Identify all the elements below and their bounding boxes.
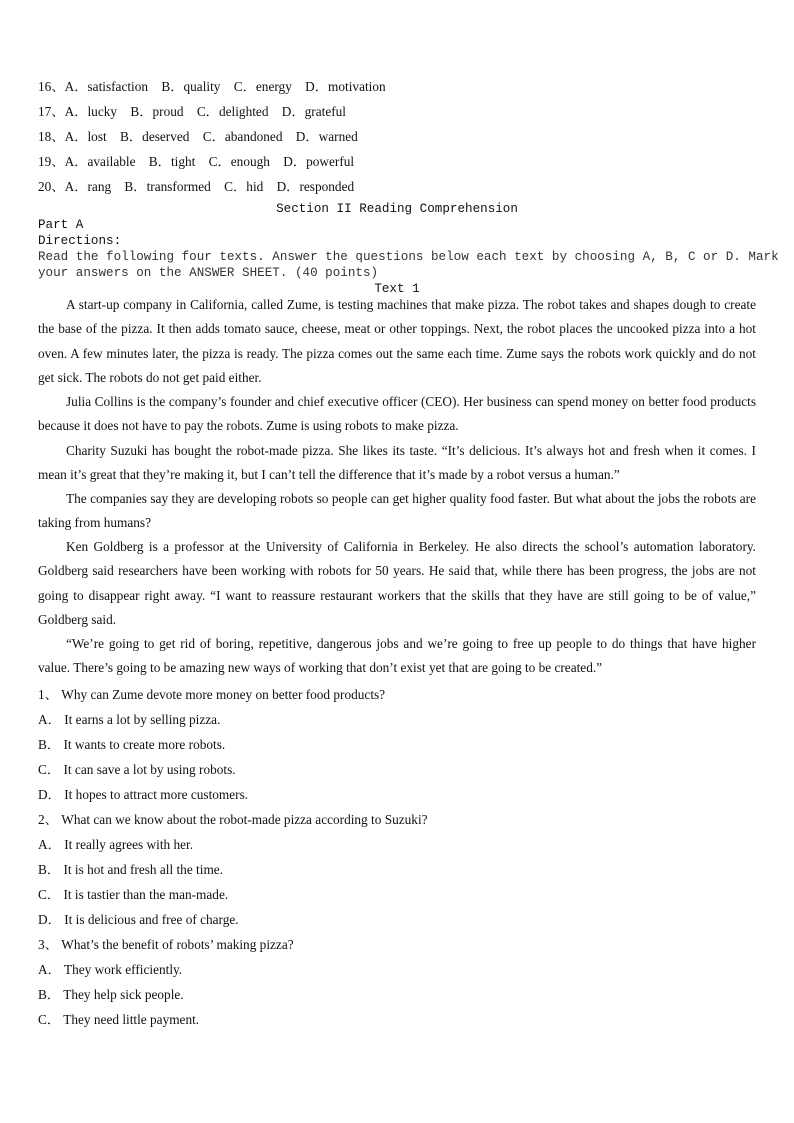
question-stem: 1、 Why can Zume devote more money on better food products? [38, 687, 386, 702]
question-option: D． It hopes to attract more customers. [38, 787, 249, 802]
paragraph-text: A start-up company in California, called Zume, is testing machines that make pizza. The robot takes and shapes dough to create the base of the pizza. It then adds tomato sauce, cheese, meat or other toppings. Next, the robot places the uncooked pizza into a hot oven. A few minutes later, the pizza is ready. The pizza comes out the same each time. Zume says the robots work quickly and do not get sick. The robots do not get paid either. [38, 297, 756, 385]
question-stem: 3、 What’s the benefit of robots’ making pizza? [38, 937, 294, 952]
cloze-item-18 [38, 126, 358, 145]
cloze-item-19 [38, 151, 354, 170]
question-option: A． It earns a lot by selling pizza. [38, 712, 221, 727]
question-option: A． They work efficiently. [38, 962, 183, 977]
question-option: C． It is tastier than the man-made. [38, 887, 229, 902]
part-label: Part A [38, 218, 84, 232]
passage-paragraph [38, 293, 756, 390]
item-options: A．available B．tight C．enough D．powerful [64, 154, 355, 169]
paragraph-text: The companies say they are developing robots so people can get higher quality food faster. But what about the jobs the robots are taking from humans? [38, 491, 756, 531]
directions-text-line-1: Read the following four texts. Answer the questions below each text by choosing A, B, C or D. Mark [38, 250, 779, 264]
question-option: C． They need little payment. [38, 1012, 200, 1027]
question-option: B． It wants to create more robots. [38, 737, 226, 752]
question-option: A． It really agrees with her. [38, 837, 194, 852]
directions-text-line-2: your answers on the ANSWER SHEET. (40 points) [38, 266, 379, 280]
passage-paragraph [38, 390, 756, 439]
paragraph-text: Charity Suzuki has bought the robot-made pizza. She likes its taste. “It’s delicious. It’s always hot and fresh when it comes. I mean it’s great that they’re making it, but I can’t tell the difference that it’s made by a robot versus a human.” [38, 443, 756, 483]
item-options: A．satisfaction B．quality C．energy D．motivation [64, 79, 386, 94]
item-number: 18、 [38, 129, 65, 144]
passage-paragraph [38, 487, 756, 536]
question-option: C． It can save a lot by using robots. [38, 762, 236, 777]
cloze-item-17 [38, 101, 346, 120]
cloze-item-16 [38, 76, 386, 95]
cloze-item-20 [38, 176, 354, 195]
item-options: A．rang B．transformed C．hid D．responded [64, 179, 355, 194]
passage-paragraph [38, 632, 756, 681]
passage-paragraph [38, 535, 756, 632]
item-number: 17、 [38, 104, 65, 119]
item-number: 19、 [38, 154, 65, 169]
question-option: B． They help sick people. [38, 987, 184, 1002]
item-number: 16、 [38, 79, 65, 94]
section-title: Section II Reading Comprehension [276, 202, 518, 216]
question-option: B． It is hot and fresh all the time. [38, 862, 224, 877]
paragraph-text: Ken Goldberg is a professor at the University of California in Berkeley. He also directs the school’s automation laboratory. Goldberg said researchers have been working with robots for 50 years. He said that, while there has been progress, the jobs are not going to disappear right away. “I want to reassure restaurant workers that the skills that they have are still going to be of value,” Goldberg said. [38, 539, 756, 627]
directions-label: Directions: [38, 234, 122, 248]
text-title: Text 1 [374, 282, 420, 296]
question-stem: 2、 What can we know about the robot-made pizza according to Suzuki? [38, 812, 428, 827]
item-number: 20、 [38, 179, 65, 194]
item-options: A．lost B．deserved C．abandoned D．warned [64, 129, 358, 144]
paragraph-text: “We’re going to get rid of boring, repetitive, dangerous jobs and we’re going to free up people to do things that have higher value. There’s going to be amazing new ways of working that don’t exist yet that are going to be created.” [38, 636, 756, 676]
question-option: D． It is delicious and free of charge. [38, 912, 239, 927]
item-options: A．lucky B．proud C．delighted D．grateful [64, 104, 347, 119]
paragraph-text: Julia Collins is the company’s founder and chief executive officer (CEO). Her business can spend money on better food products because it does not have to pay the robots. Zume is using robots to make pizza. [38, 394, 756, 434]
passage-paragraph [38, 439, 756, 488]
